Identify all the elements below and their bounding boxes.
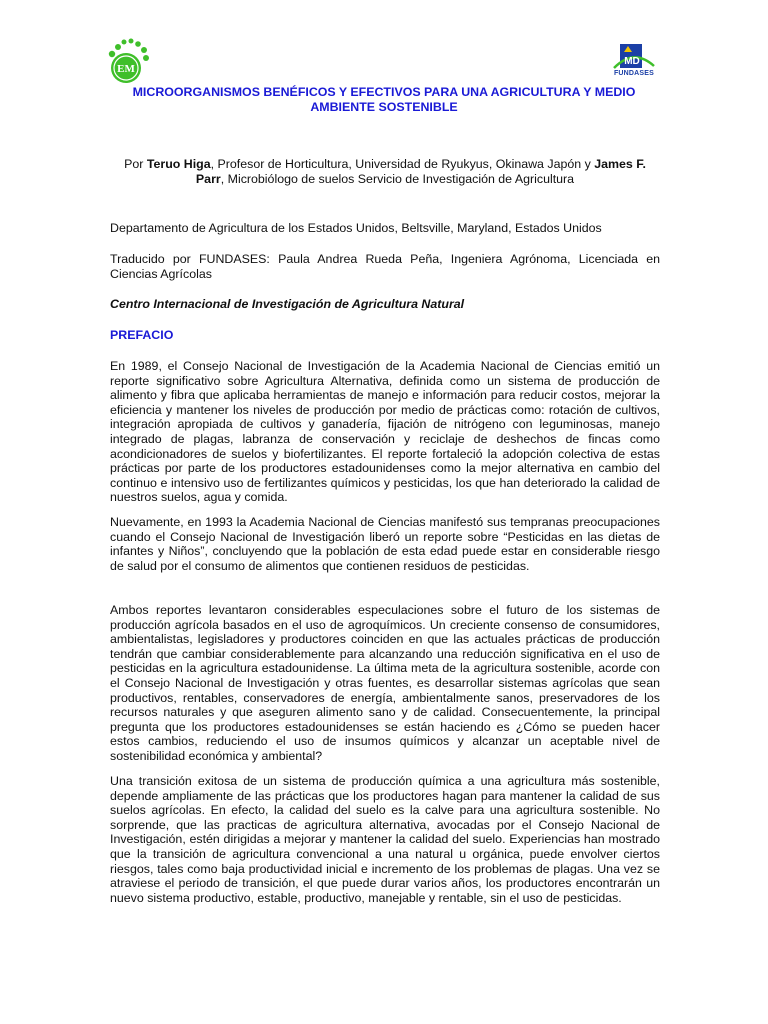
paragraph-1: En 1989, el Consejo Nacional de Investigación de la Academia Nacional de Ciencias emitió un reporte significativo sobre Agricultura Alternativa, definida como un sistema de producción de alimento y fibra que aplicaba herramientas de manejo e información para reducir costos, mejorar la eficiencia y mantener los niveles de producción por medio de prácticas como: rotación de cultivos, integración apropiada de cultivos y ganadería, fijación de nitrógeno con leguminosas, manejo integrado de plagas, labranza de conservación y reciclaje de deshechos de fincas como acondicionadores de suelos y biofertilizantes. El reporte fortaleció la adopción colectiva de estas prácticas por parte de los productores estadounidenses como la mejor alternativa en cambio del continuo e intensivo uso de fertilizantes químicos y pesticidas, los que han deteriorado la calidad de nuestros suelos, agua y comida. (110, 359, 660, 505)
em-logo (104, 38, 158, 86)
fundases-logo (606, 42, 662, 84)
translation-credit: Traducido por FUNDASES: Paula Andrea Rueda Peña, Ingeniera Agrónoma, Licenciada en Ciencias Agrícolas (110, 252, 660, 281)
authors-prefix: Por (124, 157, 147, 171)
em-logo-text: EM (117, 63, 135, 75)
fundases-badge-text: MD (624, 56, 640, 67)
author-2-desc: , Microbiólogo de suelos Servicio de Investigación de Agricultura (220, 171, 575, 186)
author-1-name: Teruo Higa (146, 157, 211, 171)
paragraph-2: Nuevamente, en 1993 la Academia Nacional de Ciencias manifestó sus tempranas preocupaciones cuando el Consejo Nacional de Investigación liberó un reporte sobre “Pesticidas en las dietas de infantes y Niños”, concluyendo que la población de esta edad puede estar en considerable riesgo de salud por el consumo de alimentos que contienen residuos de pesticidas. (110, 515, 660, 573)
author-2-name: James F. Parr (195, 157, 646, 186)
authors-line (110, 157, 660, 186)
author-1-desc: , Profesor de Horticultura, Universidad de Ryukyus, Okinawa Japón y (210, 157, 595, 171)
fundases-logo-text: FUNDASES (613, 70, 655, 77)
fundases-emblem-icon (606, 42, 662, 72)
document-title: MICROORGANISMOS BENÉFICOS Y EFECTIVOS PARA UNA AGRICULTURA Y MEDIO AMBIENTE SOSTENIBLE (132, 85, 636, 114)
center-name: Centro Internacional de Investigación de Agricultura Natural (110, 297, 465, 311)
paragraph-3: Ambos reportes levantaron considerables especulaciones sobre el futuro de los sistemas de producción agrícola basados en el uso de agroquímicos. Un creciente consenso de consumidores, ambientalistas, legisladores y productores coinciden en que las actuales prácticas de producción tendrán que cambiar considerablemente para alcanzando una reducción significativa en el uso de pesticidas en la agricultura estadounidense. La última meta de la agricultura sostenible, acorde con el Consejo Nacional de Investigación y otras fuentes, es desarrollar sistemas agrícolas que sean productivos, rentables, conservadores de energía, ambientalmente sanos, preservadores de los recursos naturales y que aseguren alimento sano y de calidad. Consecuentemente, la principal pregunta que los productores estadounidenses se están haciendo es ¿Cómo se pueden hacer estos cambios, reduciendo el uso de insumos químicos y alcanzar un aceptable nivel de sostenibilidad económica y ambiental? (110, 603, 660, 763)
section-heading-prefacio: PREFACIO (110, 328, 174, 342)
department-line: Departamento de Agricultura de los Estados Unidos, Beltsville, Maryland, Estados Unidos (110, 221, 602, 235)
paragraph-4: Una transición exitosa de un sistema de producción química a una agricultura más sostenible, depende ampliamente de las prácticas que los productores hagan para mantener la calidad de sus suelos agrícolas. En efecto, la calidad del suelo es la calve para una agricultura sostenible. No sorprende, que las practicas de agricultura alternativa, avocadas por el Consejo Nacional de Investigación, estén dirigidas a mejorar y mantener la calidad del suelo. Experiencias han mostrado que la transición de agricultura convencional a una natural u orgánica, puede envolver ciertos riesgos, tales como baja productividad inicial e incremento de los problemas de plagas. Una vez se atraviese el periodo de transición, el que puede durar varios años, los productores encontrarán un nuevo sistema productivo, estable, productivo, manejable y rentable, sin el uso de pesticidas. (110, 774, 660, 905)
